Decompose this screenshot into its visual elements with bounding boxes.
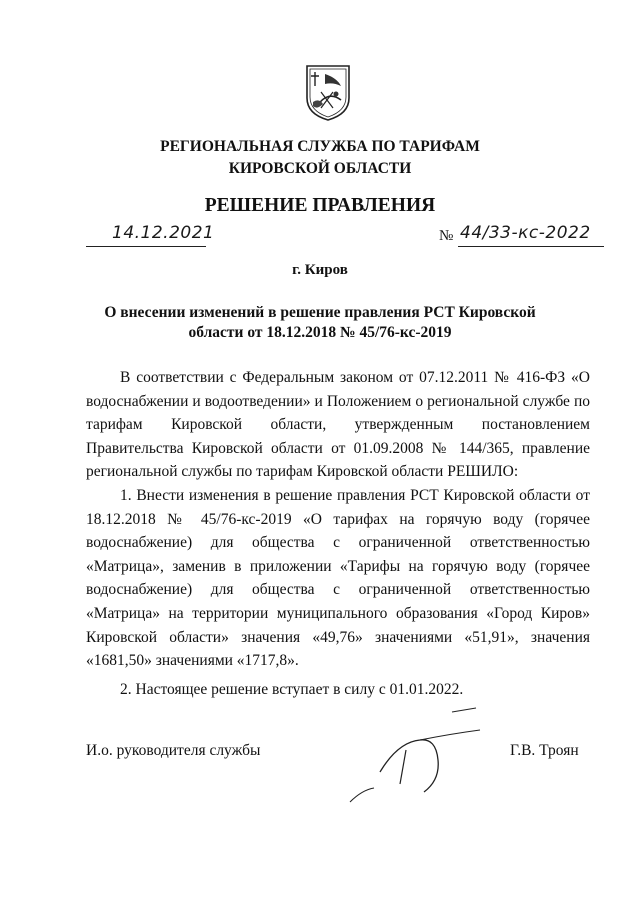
decision-item-1: 1. Внести изменения в решение правления РСТ Кировской области от 18.12.2018 № 45/76-кс-2019 «О тарифах на горячую воду (горячее водоснабжение) для общества с ограниченной ответственностью «Матрица», заменив в приложении «Тарифы на горячую воду (горячее водоснабжение) для общества с ограниченной ответственностью «Матрица» на территории муниципального образования «Город Киров» Кировской области» значения «49,76» значениями «51,91», значения «1681,50» значениями «1717,8». xyxy=(86,486,590,670)
subject-line1: О внесении изменений в решение правления РСТ Кировской xyxy=(104,304,536,321)
signatory-position: И.о. руководителя службы xyxy=(86,742,261,759)
number-label: № xyxy=(439,228,454,244)
organization-name-line2: КИРОВСКОЙ ОБЛАСТИ xyxy=(228,160,412,177)
document-body xyxy=(86,366,590,701)
document-title: РЕШЕНИЕ ПРАВЛЕНИЯ xyxy=(204,195,436,216)
handwritten-number: 44/33-кс-2022 xyxy=(460,223,591,243)
signatory-name: Г.В. Троян xyxy=(510,742,579,759)
decision-item-2: 2. Настоящее решение вступает в силу с 01.01.2022. xyxy=(120,680,464,698)
coat-of-arms-icon xyxy=(303,62,353,122)
preamble-paragraph: В соответствии с Федеральным законом от 07.12.2011 № 416-ФЗ «О водоснабжении и водоотведении» и Положением о региональной службе по тарифам Кировской области, утвержденным постановлением Правительства Кировской области от 01.09.2008 № 144/365, правление региональной службы по тарифам Кировской области РЕШИЛО: xyxy=(86,369,590,481)
handwritten-date: 14.12.2021 xyxy=(112,223,215,243)
city: г. Киров xyxy=(292,262,348,278)
subject-line2: области от 18.12.2018 № 45/76-кс-2019 xyxy=(188,324,452,341)
handwritten-signature xyxy=(340,700,490,810)
organization-name-line1: РЕГИОНАЛЬНАЯ СЛУЖБА ПО ТАРИФАМ xyxy=(160,138,480,155)
